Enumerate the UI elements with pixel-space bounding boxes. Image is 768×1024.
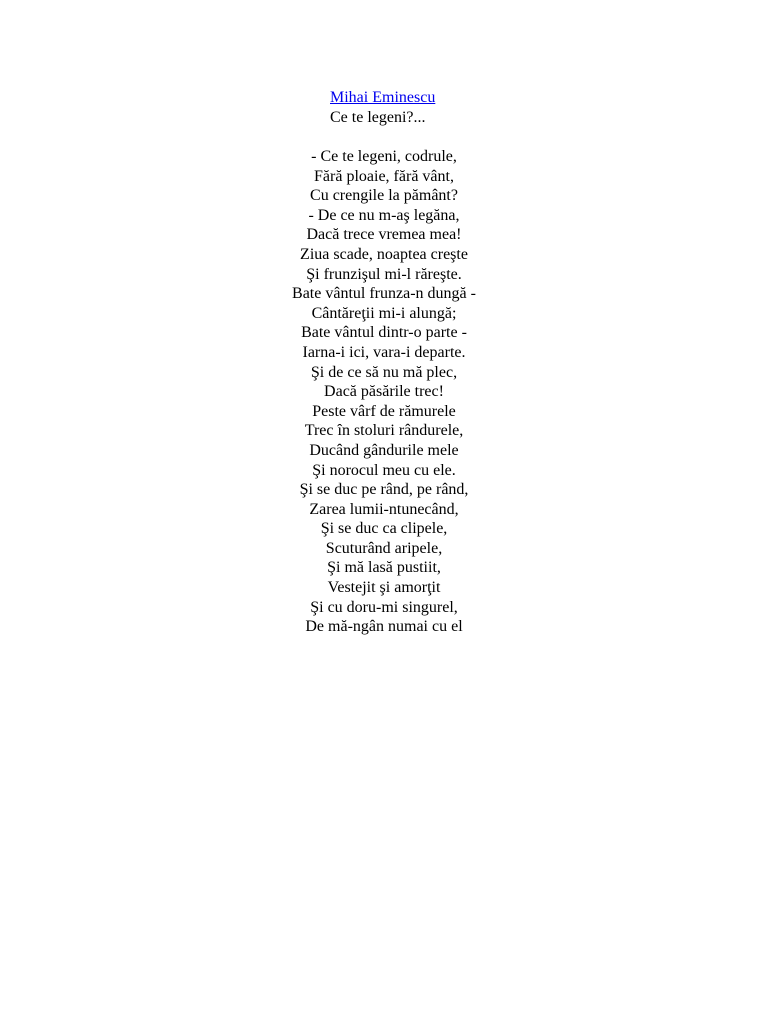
poem-line: Ducând gândurile mele: [309, 441, 459, 459]
poem-line: De mă-ngân numai cu el: [305, 618, 463, 636]
poem-line: Şi mă lasă pustiit,: [327, 559, 441, 577]
poem-line: Zarea lumii-ntunecând,: [309, 500, 459, 518]
poem-body: [0, 147, 768, 637]
poem-line: - De ce nu m-aş legăna,: [308, 206, 460, 224]
poem-line: Trec în stoluri rândurele,: [304, 422, 464, 440]
poem-line: Cu crengile la pământ?: [310, 187, 458, 205]
poem-line: Peste vârf de rămurele: [312, 402, 456, 420]
poem-line: Scuturând aripele,: [325, 539, 443, 557]
poem-line: Fără ploaie, fără vânt,: [314, 167, 454, 185]
poem-line: Şi de ce să nu mă plec,: [310, 363, 458, 381]
poem-line: Cântăreţii mi-i alungă;: [311, 304, 457, 322]
poem-line: Bate vântul dintr-o parte -: [301, 324, 467, 342]
poem-line: Şi norocul meu cu ele.: [312, 461, 456, 479]
poem-line: Şi se duc pe rând, pe rând,: [299, 481, 469, 499]
poem-line: Şi se duc ca clipele,: [320, 520, 448, 538]
poem-line: Vestejit şi amorţit: [327, 579, 441, 597]
poem-line: Bate vântul frunza-n dungă -: [292, 285, 476, 303]
poem-title: Ce te legeni?...: [330, 108, 426, 126]
author-link[interactable]: Mihai Eminescu: [330, 89, 436, 106]
poem-line: Şi cu doru-mi singurel,: [310, 598, 458, 616]
poem-line: Ziua scade, noaptea creşte: [300, 245, 468, 263]
poem-header: [0, 88, 768, 128]
poem-line: Dacă păsările trec!: [324, 383, 444, 401]
poem-line: Dacă trece vremea mea!: [306, 226, 462, 244]
poem-line: Şi frunzişul mi-l răreşte.: [306, 265, 462, 283]
document-page: [0, 88, 768, 637]
poem-line: Iarna-i ici, vara-i departe.: [302, 343, 466, 361]
poem-line: - Ce te legeni, codrule,: [311, 148, 457, 165]
